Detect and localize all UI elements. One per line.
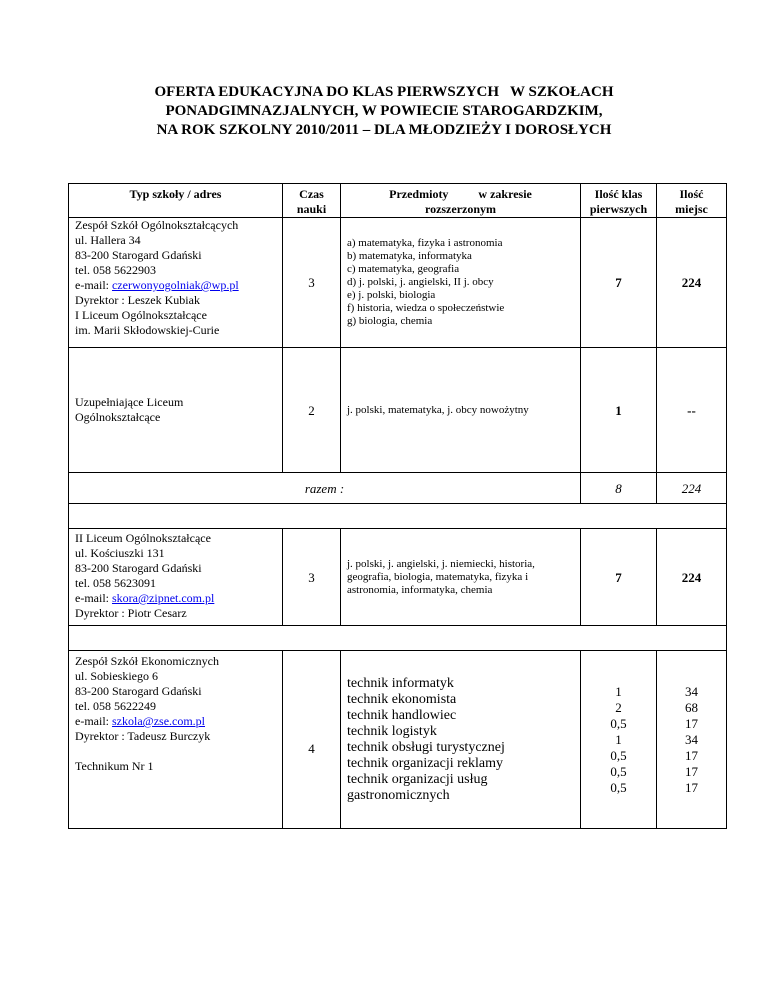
place-count: 17 [685, 763, 698, 779]
subject-line: technik informatyk [347, 675, 454, 691]
school-4-subjects [341, 651, 581, 829]
subject-line: technik obsługi turystycznej [347, 739, 505, 755]
subject-line: e) j. polski, biologia [347, 289, 436, 301]
header-classes-line-2: pierwszych [589, 202, 648, 216]
place-count: 17 [685, 747, 698, 763]
class-count: 1 [615, 683, 622, 699]
subject-line: a) matematyka, fizyka i astronomia [347, 237, 503, 249]
class-count: 2 [615, 699, 622, 715]
school-1-line: Zespół Szkół Ogólnokształcących [75, 218, 239, 232]
subject-line: gastronomicznych [347, 787, 450, 803]
school-4-address [69, 651, 283, 829]
class-count: 0,5 [610, 715, 627, 731]
school-4-places [657, 651, 727, 829]
school-4-line: ul. Sobieskiego 6 [75, 669, 158, 683]
school-4-email-line [75, 714, 276, 729]
school-2-line: Ogólnokształcące [75, 410, 161, 424]
total-label: razem : [69, 473, 581, 504]
header-classes [581, 184, 657, 218]
header-places-line-1: Ilość [679, 187, 704, 201]
class-count: 0,5 [610, 747, 627, 763]
school-1-line: ul. Hallera 34 [75, 233, 141, 247]
table-row-school-4 [69, 651, 727, 829]
table-row-school-3 [69, 529, 727, 626]
school-4-classes [581, 651, 657, 829]
school-4-line: 83-200 Starogard Gdański [75, 684, 202, 698]
table-header-row [69, 184, 727, 218]
school-2-duration: 2 [283, 348, 341, 473]
title-line-1: OFERTA EDUKACYJNA DO KLAS PIERWSZYCH W SZKOŁACH [154, 84, 614, 100]
place-count: 17 [685, 779, 698, 795]
subject-line: technik logistyk [347, 723, 437, 739]
subject-line: f) historia, wiedza o społeczeństwie [347, 302, 505, 314]
place-count: 34 [685, 731, 698, 747]
document-title [60, 83, 708, 140]
blank-line [75, 744, 276, 759]
spacer-cell [69, 504, 727, 529]
subject-line: technik ekonomista [347, 691, 457, 707]
header-subjects-line-1: Przedmioty w zakresie [389, 187, 532, 201]
subject-line: c) matematyka, geografia [347, 263, 460, 275]
subject-line: geografia, biologia, matematyka, fizyka i [347, 570, 529, 583]
subject-line: technik organizacji usług [347, 771, 488, 787]
school-3-address [69, 529, 283, 626]
school-2-address [69, 348, 283, 473]
school-4-line: Dyrektor : Tadeusz Burczyk [75, 729, 211, 743]
subject-line: j. polski, j. angielski, j. niemiecki, historia, [347, 557, 535, 570]
total-places: 224 [657, 473, 727, 504]
school-1-line: 83-200 Starogard Gdański [75, 248, 202, 262]
school-2-line: Uzupełniające Liceum [75, 395, 184, 409]
school-1-places: 224 [657, 218, 727, 348]
school-4-duration: 4 [283, 651, 341, 829]
school-1-address [69, 218, 283, 348]
table-row-spacer [69, 504, 727, 529]
place-count: 68 [685, 699, 698, 715]
school-1-classes: 7 [581, 218, 657, 348]
school-2-classes: 1 [581, 348, 657, 473]
school-3-email-link[interactable]: skora@zipnet.com.pl [111, 591, 215, 605]
subject-line: d) j. polski, j. angielski, II j. obcy [347, 276, 494, 288]
school-3-subjects [341, 529, 581, 626]
school-1-line: tel. 058 5622903 [75, 263, 156, 277]
class-count: 0,5 [610, 763, 627, 779]
header-classes-line-1: Ilość klas [594, 187, 643, 201]
school-1-email-link[interactable]: czerwonyogolniak@wp.pl [111, 278, 239, 292]
header-school-type: Typ szkoły / adres [69, 184, 283, 218]
school-2-places: -- [657, 348, 727, 473]
school-1-line: im. Marii Skłodowskiej-Curie [75, 323, 220, 337]
subject-line: g) biologia, chemia [347, 315, 433, 327]
school-3-line: Dyrektor : Piotr Cesarz [75, 606, 187, 620]
email-prefix: e-mail: [75, 591, 112, 605]
header-places [657, 184, 727, 218]
email-prefix: e-mail: [75, 278, 112, 292]
table-row-total [69, 473, 727, 504]
school-1-email-line [75, 278, 276, 293]
email-prefix: e-mail: [75, 714, 112, 728]
school-2-subjects: j. polski, matematyka, j. obcy nowożytny [341, 348, 581, 473]
table-row-spacer [69, 626, 727, 651]
school-3-line: II Liceum Ogólnokształcące [75, 531, 211, 545]
school-4-line: Zespół Szkół Ekonomicznych [75, 654, 219, 668]
school-1-line: Dyrektor : Leszek Kubiak [75, 293, 200, 307]
spacer-cell [69, 626, 727, 651]
class-count: 1 [615, 731, 622, 747]
header-duration-line-1: Czas [299, 187, 324, 201]
subject-line: technik organizacji reklamy [347, 755, 504, 771]
school-4-email-link[interactable]: szkola@zse.com.pl [111, 714, 206, 728]
subject-line: b) matematyka, informatyka [347, 250, 472, 262]
subject-line: astronomia, informatyka, chemia [347, 583, 493, 596]
school-1-duration: 3 [283, 218, 341, 348]
class-count: 0,5 [610, 779, 627, 795]
subject-line: technik handlowiec [347, 707, 457, 723]
school-4-technikum: Technikum Nr 1 [75, 759, 154, 773]
table-row-school-1 [69, 218, 727, 348]
school-1-line: I Liceum Ogólnokształcące [75, 308, 207, 322]
table-row-school-2 [69, 348, 727, 473]
total-classes: 8 [581, 473, 657, 504]
title-line-2: PONADGIMNAZJALNYCH, W POWIECIE STAROGARDZKIM, [165, 103, 603, 119]
place-count: 34 [685, 683, 698, 699]
school-3-line: 83-200 Starogard Gdański [75, 561, 202, 575]
place-count: 17 [685, 715, 698, 731]
school-3-classes: 7 [581, 529, 657, 626]
school-3-line: tel. 058 5623091 [75, 576, 156, 590]
school-3-line: ul. Kościuszki 131 [75, 546, 165, 560]
header-duration [283, 184, 341, 218]
header-duration-line-2: nauki [296, 202, 327, 216]
header-places-line-2: miejsc [675, 202, 708, 216]
header-subjects-line-2: rozszerzonym [424, 202, 497, 216]
offer-table [68, 183, 727, 829]
school-3-places: 224 [657, 529, 727, 626]
school-1-subjects [341, 218, 581, 348]
school-3-email-line [75, 591, 276, 606]
school-4-line: tel. 058 5622249 [75, 699, 156, 713]
title-line-3: NA ROK SZKOLNY 2010/2011 – DLA MŁODZIEŻY I DOROSŁYCH [156, 122, 612, 138]
header-subjects [341, 184, 581, 218]
school-3-duration: 3 [283, 529, 341, 626]
